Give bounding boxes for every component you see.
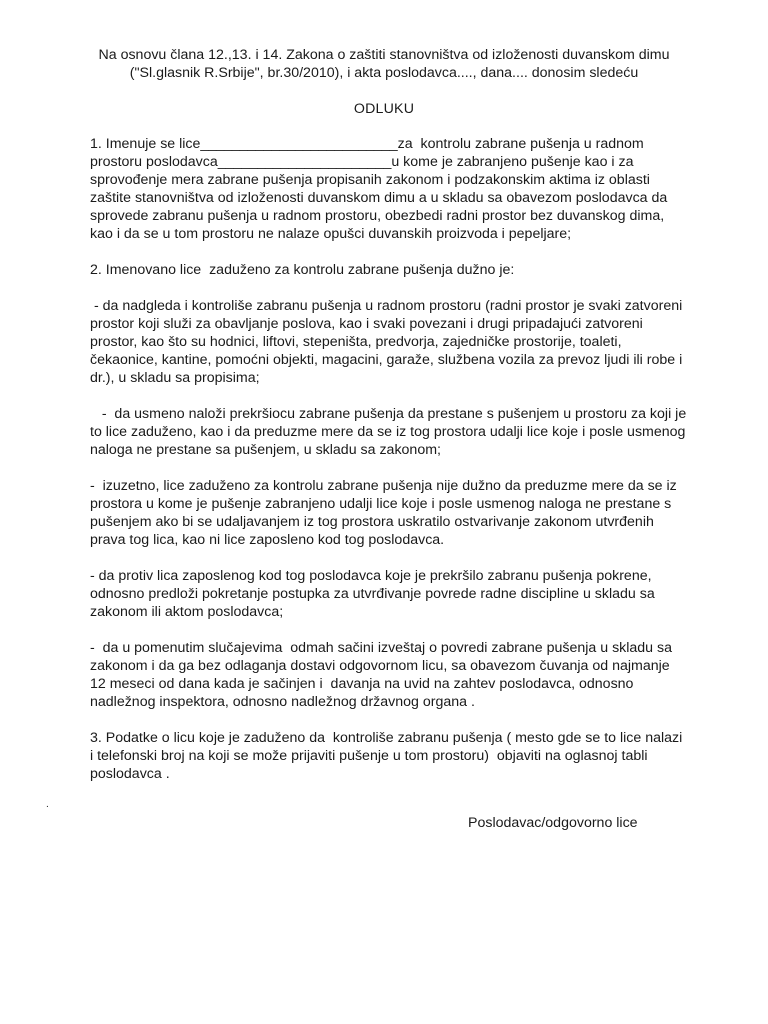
text-line: zakonom ili aktom poslodavca; bbox=[90, 604, 284, 620]
text-line: pušenjem ako bi se udaljavanjem iz tog prostora uskratilo ostvarivanje zakonom utvrđenih bbox=[90, 514, 654, 530]
text-line: naloga ne prestane sa pušenjem, u skladu sa zakonom; bbox=[90, 442, 441, 458]
paragraph-3 bbox=[90, 297, 730, 387]
text-line: 1. Imenuje se lice_________________________za kontrolu zabrane pušenja u radnom bbox=[90, 136, 644, 152]
text-line: to lice zaduženo, kao i da preduzme mere da se iz tog prostora udalji lice koje i posle usmenog bbox=[90, 424, 686, 440]
paragraph-7 bbox=[90, 639, 730, 711]
text-line: sprovođenje mera zabrane pušenja propisanih zakonom i podzakonskim aktima iz oblasti bbox=[90, 172, 650, 188]
text-line: - da u pomenutim slučajevima odmah sačini izveštaj o povredi zabrane pušenja u skladu sa bbox=[90, 640, 672, 656]
text-line: - izuzetno, lice zaduženo za kontrolu zabrane pušenja nije dužno da preduzme mere da se iz bbox=[90, 478, 677, 494]
text-line: prava tog lica, kao ni lice zaposleno kod tog poslodavca. bbox=[90, 532, 445, 548]
text-line: 2. Imenovano lice zaduženo za kontrolu zabrane pušenja dužno je: bbox=[90, 262, 515, 278]
document-title: ODLUKU bbox=[353, 101, 415, 117]
document-preamble bbox=[60, 46, 708, 82]
text-line: prostoru poslodavca______________________u kome je zabranjeno pušenje kao i za bbox=[90, 154, 634, 170]
text-line: prostor, kao što su hodnici, liftovi, stepeništa, predvorja, zajedničke prostorije, toaleti, bbox=[90, 334, 622, 350]
document-body bbox=[90, 135, 730, 801]
paragraph-4 bbox=[90, 405, 730, 459]
text-line: sprovede zabranu pušenja u radnom prostoru, obezbedi radni prostor bez duvanskog dima, bbox=[90, 208, 665, 224]
text-line: prostor koji služi za obavljanje poslova, kao i svaki povezani i drugi pripadajući zatvoreni bbox=[90, 316, 643, 332]
paragraph-6 bbox=[90, 567, 730, 621]
stray-mark: . bbox=[46, 799, 49, 810]
text-line: prostora u kome je pušenje zabranjeno udalji lice koje i posle usmenog naloga ne prestane s bbox=[90, 496, 672, 512]
text-line: - da nadgleda i kontroliše zabranu pušenja u radnom prostoru (radni prostor je svaki zatvoreni bbox=[90, 298, 683, 314]
preamble-line-2: ("Sl.glasnik R.Srbije", br.30/2010), i akta poslodavca...., dana.... donosim sledeću bbox=[129, 65, 639, 81]
paragraph-8 bbox=[90, 729, 730, 783]
signature-label: Poslodavac/odgovorno lice bbox=[468, 815, 638, 831]
text-line: kao i da se u tom prostoru ne nalaze opušci duvanskih proizvoda i pepeljare; bbox=[90, 226, 572, 242]
preamble-line-1: Na osnovu člana 12.,13. i 14. Zakona o zaštiti stanovništva od izloženosti duvanskom dimu bbox=[98, 47, 670, 63]
text-line: zakonom i da ga bez odlaganja dostavi odgovornom licu, sa obavezom čuvanja od najmanje bbox=[90, 658, 670, 674]
text-line: zaštite stanovništva od izloženosti duvanskom dimu a u skladu sa obavezom poslodavca da bbox=[90, 190, 668, 206]
text-line: - da usmeno naloži prekršiocu zabrane pušenja da prestane s pušenjem u prostoru za koji je bbox=[90, 406, 687, 422]
text-line: 3. Podatke o licu koje je zaduženo da kontroliše zabranu pušenja ( mesto gde se to lice nalazi bbox=[90, 730, 683, 746]
paragraph-2 bbox=[90, 261, 730, 279]
text-line: poslodavca . bbox=[90, 766, 170, 782]
text-line: nadležnog inspektora, odnosno nadležnog državnog organa . bbox=[90, 694, 475, 710]
text-line: odnosno predloži pokretanje postupka za utvrđivanje povrede radne discipline u skladu sa bbox=[90, 586, 655, 602]
text-line: dr.), u skladu sa propisima; bbox=[90, 370, 260, 386]
text-line: 12 meseci od dana kada je sačinjen i davanja na uvid na zahtev poslodavca, odnosno bbox=[90, 676, 634, 692]
text-line: čekaonice, kantine, pomoćni objekti, magacini, garaže, službena vozila za prevoz ljudi ili robe i bbox=[90, 352, 683, 368]
text-line: i telefonski broj na koji se može prijaviti pušenje u tom prostoru) objaviti na oglasnoj tabli bbox=[90, 748, 648, 764]
paragraph-1 bbox=[90, 135, 730, 243]
text-line: - da protiv lica zaposlenog kod tog poslodavca koje je prekršilo zabranu pušenja pokrene, bbox=[90, 568, 652, 584]
paragraph-5 bbox=[90, 477, 730, 549]
